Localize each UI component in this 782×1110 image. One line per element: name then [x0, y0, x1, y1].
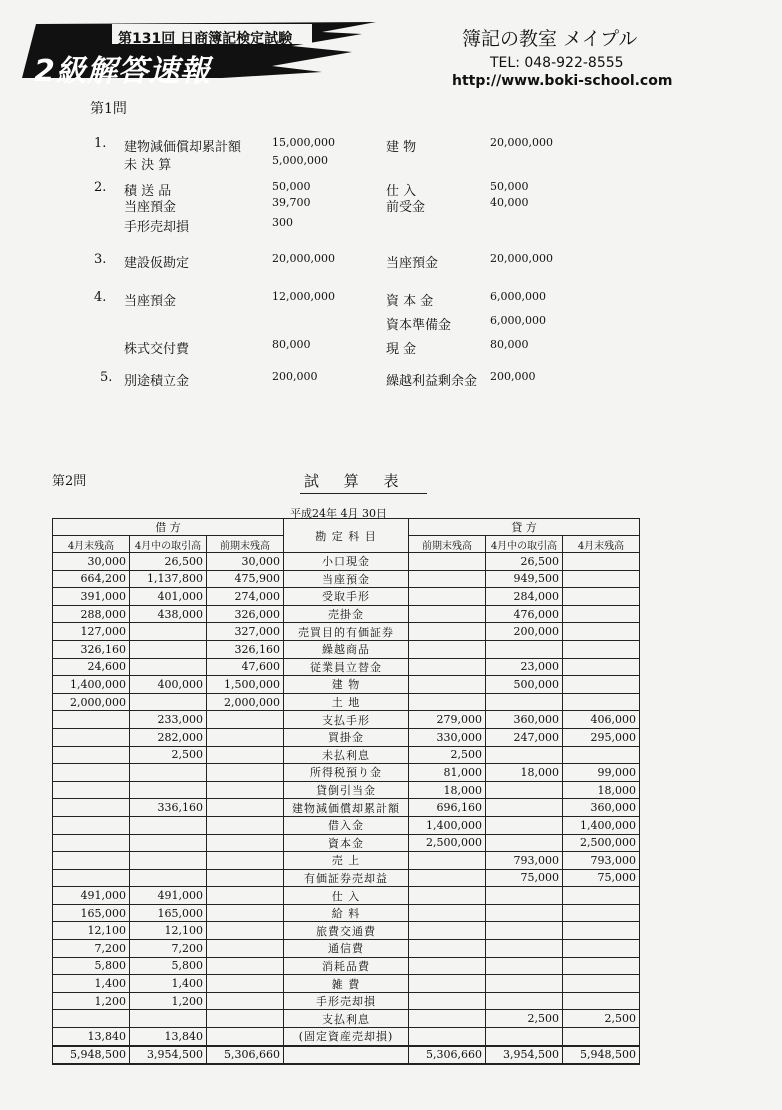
credit-month-cell — [486, 887, 563, 905]
account-header: 勘 定 科 目 — [284, 519, 409, 553]
debit-end-cell: 13,840 — [53, 1028, 130, 1046]
credit-begin-cell — [409, 852, 486, 870]
credit-begin-cell: 81,000 — [409, 764, 486, 782]
credit-end-cell — [563, 640, 640, 658]
debit-end-cell: 30,000 — [53, 553, 130, 571]
col-credit-end: 4月末残高 — [563, 536, 640, 553]
debit-month-cell: 13,840 — [130, 1028, 207, 1046]
debit-begin-cell — [207, 940, 284, 958]
debit-end-cell: 5,948,500 — [53, 1046, 130, 1065]
exam-line: 第131回 日商簿記検定試験 — [118, 31, 293, 47]
trial-balance-table — [52, 518, 640, 1065]
q1-debit-account: 建設仮勘定 — [124, 256, 190, 271]
credit-month-cell: 3,954,500 — [486, 1046, 563, 1065]
account-cell: 建物減価償却累計額 — [284, 799, 409, 817]
q1-credit-account: 繰越利益剰余金 — [386, 374, 478, 389]
q1-debit-amount: 39,700 — [272, 196, 311, 209]
credit-end-cell: 2,500,000 — [563, 834, 640, 852]
debit-end-cell: 2,000,000 — [53, 693, 130, 711]
debit-end-cell — [53, 816, 130, 834]
debit-begin-cell — [207, 1028, 284, 1046]
debit-end-cell: 127,000 — [53, 623, 130, 641]
debit-month-cell: 282,000 — [130, 728, 207, 746]
account-cell: 有価証券売却益 — [284, 869, 409, 887]
q1-debit-account: 建物減価償却累計額 — [124, 140, 242, 155]
q1-credit-amount: 20,000,000 — [490, 252, 553, 265]
banner-title: 2級解答速報 — [34, 54, 211, 89]
credit-month-cell — [486, 799, 563, 817]
debit-end-cell — [53, 781, 130, 799]
credit-month-cell — [486, 834, 563, 852]
q1-credit-account: 資本準備金 — [386, 318, 452, 333]
table-row — [53, 940, 640, 958]
credit-month-cell: 247,000 — [486, 728, 563, 746]
q1-debit-account: 未 決 算 — [124, 158, 172, 173]
credit-end-cell: 2,500 — [563, 1010, 640, 1028]
account-cell: 所得税預り金 — [284, 764, 409, 782]
q1-entry-number: 2. — [94, 180, 107, 195]
credit-begin-cell: 279,000 — [409, 711, 486, 729]
credit-month-cell: 23,000 — [486, 658, 563, 676]
debit-month-cell: 12,100 — [130, 922, 207, 940]
col-credit-begin: 前期末残高 — [409, 536, 486, 553]
debit-end-cell — [53, 728, 130, 746]
debit-month-cell: 1,400 — [130, 975, 207, 993]
credit-end-cell — [563, 887, 640, 905]
credit-end-cell — [563, 992, 640, 1010]
debit-begin-cell: 1,500,000 — [207, 676, 284, 694]
account-cell: 未払利息 — [284, 746, 409, 764]
school-info — [452, 24, 692, 89]
debit-begin-cell — [207, 904, 284, 922]
credit-end-cell: 295,000 — [563, 728, 640, 746]
table-row — [53, 693, 640, 711]
credit-begin-cell — [409, 992, 486, 1010]
q1-credit-account: 現 金 — [386, 342, 417, 357]
credit-begin-cell — [409, 640, 486, 658]
table-row — [53, 904, 640, 922]
q1-debit-amount: 5,000,000 — [272, 154, 328, 167]
credit-month-cell — [486, 940, 563, 958]
q1-debit-amount: 15,000,000 — [272, 136, 335, 149]
table-row — [53, 658, 640, 676]
debit-end-cell: 1,400,000 — [53, 676, 130, 694]
debit-begin-cell — [207, 746, 284, 764]
debit-end-cell — [53, 746, 130, 764]
q1-credit-amount: 6,000,000 — [490, 290, 546, 303]
q1-debit-account: 手形売却損 — [124, 220, 190, 235]
debit-month-cell: 400,000 — [130, 676, 207, 694]
debit-end-cell: 664,200 — [53, 570, 130, 588]
account-cell: 支払利息 — [284, 1010, 409, 1028]
debit-month-cell: 3,954,500 — [130, 1046, 207, 1065]
debit-month-cell — [130, 1010, 207, 1028]
credit-end-cell — [563, 588, 640, 606]
q1-debit-account: 当座預金 — [124, 294, 177, 309]
table-row — [53, 834, 640, 852]
debit-begin-cell — [207, 764, 284, 782]
credit-begin-cell — [409, 887, 486, 905]
credit-end-cell — [563, 975, 640, 993]
table-row — [53, 957, 640, 975]
q1-debit-account: 別途積立金 — [124, 374, 190, 389]
table-row — [53, 799, 640, 817]
table-row — [53, 623, 640, 641]
credit-end-cell — [563, 676, 640, 694]
credit-month-cell — [486, 922, 563, 940]
table-row — [53, 764, 640, 782]
table-row — [53, 1010, 640, 1028]
debit-end-cell: 165,000 — [53, 904, 130, 922]
debit-end-cell — [53, 711, 130, 729]
credit-month-cell: 500,000 — [486, 676, 563, 694]
credit-begin-cell — [409, 623, 486, 641]
q1-credit-account: 建 物 — [386, 140, 417, 155]
credit-month-cell: 26,500 — [486, 553, 563, 571]
credit-begin-cell — [409, 676, 486, 694]
debit-month-cell: 336,160 — [130, 799, 207, 817]
table-row — [53, 676, 640, 694]
credit-begin-cell — [409, 904, 486, 922]
account-cell — [284, 1046, 409, 1065]
q1-credit-account: 仕 入 — [386, 184, 417, 199]
table-row — [53, 711, 640, 729]
table-row — [53, 570, 640, 588]
debit-end-cell — [53, 1010, 130, 1028]
debit-begin-cell — [207, 728, 284, 746]
credit-end-cell: 18,000 — [563, 781, 640, 799]
debit-begin-cell — [207, 957, 284, 975]
credit-end-cell: 1,400,000 — [563, 816, 640, 834]
debit-month-cell: 401,000 — [130, 588, 207, 606]
table-row — [53, 781, 640, 799]
debit-begin-cell: 2,000,000 — [207, 693, 284, 711]
credit-month-cell: 476,000 — [486, 605, 563, 623]
credit-month-cell — [486, 816, 563, 834]
table-row — [53, 553, 640, 571]
credit-month-cell: 18,000 — [486, 764, 563, 782]
table-row — [53, 1028, 640, 1046]
account-cell: 売掛金 — [284, 605, 409, 623]
debit-end-cell: 1,200 — [53, 992, 130, 1010]
credit-end-cell — [563, 922, 640, 940]
debit-month-cell: 5,800 — [130, 957, 207, 975]
debit-month-cell — [130, 640, 207, 658]
credit-month-cell: 2,500 — [486, 1010, 563, 1028]
debit-month-cell: 491,000 — [130, 887, 207, 905]
debit-begin-cell — [207, 711, 284, 729]
debit-month-cell — [130, 781, 207, 799]
table-row — [53, 816, 640, 834]
table-row — [53, 728, 640, 746]
col-debit-end: 4月末残高 — [53, 536, 130, 553]
account-cell: 売 上 — [284, 852, 409, 870]
debit-month-cell — [130, 834, 207, 852]
credit-begin-cell — [409, 570, 486, 588]
table-row — [53, 588, 640, 606]
table-row — [53, 869, 640, 887]
account-cell: 雑 費 — [284, 975, 409, 993]
account-cell: 借入金 — [284, 816, 409, 834]
account-cell: 当座預金 — [284, 570, 409, 588]
credit-month-cell — [486, 975, 563, 993]
table-row — [53, 746, 640, 764]
q1-debit-amount: 20,000,000 — [272, 252, 335, 265]
credit-end-cell: 360,000 — [563, 799, 640, 817]
credit-begin-cell — [409, 658, 486, 676]
credit-begin-cell: 330,000 — [409, 728, 486, 746]
debit-month-cell — [130, 816, 207, 834]
account-cell: 買掛金 — [284, 728, 409, 746]
debit-month-cell: 438,000 — [130, 605, 207, 623]
q1-title: 第1問 — [90, 101, 127, 117]
credit-month-cell: 360,000 — [486, 711, 563, 729]
credit-begin-cell — [409, 588, 486, 606]
credit-begin-cell: 2,500,000 — [409, 834, 486, 852]
credit-month-cell: 75,000 — [486, 869, 563, 887]
debit-end-cell: 5,800 — [53, 957, 130, 975]
q1-debit-amount: 50,000 — [272, 180, 311, 193]
credit-end-cell — [563, 623, 640, 641]
table-row — [53, 922, 640, 940]
totals-row — [53, 1046, 640, 1065]
account-cell: (固定資産売却損) — [284, 1028, 409, 1046]
credit-begin-cell: 5,306,660 — [409, 1046, 486, 1065]
q1-credit-amount: 6,000,000 — [490, 314, 546, 327]
credit-end-cell — [563, 553, 640, 571]
account-cell: 受取手形 — [284, 588, 409, 606]
debit-end-cell: 326,160 — [53, 640, 130, 658]
debit-month-cell: 1,200 — [130, 992, 207, 1010]
q2-title: 第2問 — [52, 474, 87, 489]
debit-month-cell: 233,000 — [130, 711, 207, 729]
account-cell: 売買目的有価証券 — [284, 623, 409, 641]
q1-entry-number: 4. — [94, 290, 107, 305]
q1-credit-amount: 200,000 — [490, 370, 536, 383]
header-row-sides — [53, 519, 640, 536]
debit-begin-cell — [207, 869, 284, 887]
exam-banner — [22, 22, 378, 89]
credit-begin-cell: 1,400,000 — [409, 816, 486, 834]
account-cell: 給 料 — [284, 904, 409, 922]
table-row — [53, 640, 640, 658]
credit-begin-cell — [409, 693, 486, 711]
debit-month-cell: 26,500 — [130, 553, 207, 571]
account-cell: 従業員立替金 — [284, 658, 409, 676]
credit-month-cell — [486, 904, 563, 922]
credit-begin-cell: 696,160 — [409, 799, 486, 817]
account-cell: 支払手形 — [284, 711, 409, 729]
credit-end-cell — [563, 570, 640, 588]
debit-begin-cell: 30,000 — [207, 553, 284, 571]
account-cell: 繰越商品 — [284, 640, 409, 658]
credit-month-cell — [486, 1028, 563, 1046]
debit-begin-cell — [207, 992, 284, 1010]
credit-end-cell — [563, 957, 640, 975]
debit-begin-cell — [207, 1010, 284, 1028]
table-row — [53, 975, 640, 993]
credit-begin-cell — [409, 975, 486, 993]
q1-credit-amount: 40,000 — [490, 196, 529, 209]
credit-month-cell: 793,000 — [486, 852, 563, 870]
q1-debit-account: 当座預金 — [124, 200, 177, 215]
school-name: 簿記の教室 メイプル — [462, 28, 638, 50]
debit-begin-cell — [207, 781, 284, 799]
debit-end-cell: 288,000 — [53, 605, 130, 623]
q1-entry-number: 5. — [100, 370, 113, 385]
table-row — [53, 887, 640, 905]
credit-begin-cell — [409, 869, 486, 887]
credit-end-cell: 75,000 — [563, 869, 640, 887]
debit-end-cell: 391,000 — [53, 588, 130, 606]
debit-month-cell: 1,137,800 — [130, 570, 207, 588]
table-row — [53, 992, 640, 1010]
q1-debit-account: 積 送 品 — [124, 184, 172, 199]
credit-month-cell — [486, 640, 563, 658]
debit-begin-cell: 326,000 — [207, 605, 284, 623]
trial-balance-title: 試 算 表 — [300, 470, 427, 494]
q1-entry-number: 1. — [94, 136, 107, 151]
account-cell: 通信費 — [284, 940, 409, 958]
debit-begin-cell — [207, 887, 284, 905]
debit-month-cell — [130, 852, 207, 870]
credit-begin-cell — [409, 553, 486, 571]
trial-balance-date: 平成24年 4月 30日 — [290, 507, 387, 520]
credit-month-cell — [486, 746, 563, 764]
q1-credit-amount: 20,000,000 — [490, 136, 553, 149]
table-row — [53, 852, 640, 870]
col-credit-month: 4月中の取引高 — [486, 536, 563, 553]
debit-month-cell — [130, 693, 207, 711]
credit-month-cell: 949,500 — [486, 570, 563, 588]
debit-end-cell — [53, 852, 130, 870]
debit-begin-cell: 5,306,660 — [207, 1046, 284, 1065]
account-cell: 土 地 — [284, 693, 409, 711]
q1-credit-amount: 50,000 — [490, 180, 529, 193]
q1-credit-amount: 80,000 — [490, 338, 529, 351]
table-row — [53, 605, 640, 623]
credit-end-cell: 5,948,500 — [563, 1046, 640, 1065]
credit-month-cell — [486, 957, 563, 975]
debit-month-cell — [130, 623, 207, 641]
debit-end-cell: 12,100 — [53, 922, 130, 940]
credit-begin-cell — [409, 957, 486, 975]
credit-end-cell — [563, 693, 640, 711]
q1-debit-amount: 80,000 — [272, 338, 311, 351]
debit-month-cell — [130, 869, 207, 887]
credit-begin-cell: 2,500 — [409, 746, 486, 764]
debit-begin-cell: 326,160 — [207, 640, 284, 658]
credit-begin-cell — [409, 1028, 486, 1046]
account-cell: 貸倒引当金 — [284, 781, 409, 799]
school-url[interactable]: http://www.boki-school.com — [452, 73, 673, 89]
account-cell: 資本金 — [284, 834, 409, 852]
credit-month-cell — [486, 992, 563, 1010]
q1-credit-account: 前受金 — [386, 200, 426, 215]
q1-debit-amount: 200,000 — [272, 370, 318, 383]
q1-credit-account: 資 本 金 — [386, 294, 434, 309]
debit-month-cell — [130, 658, 207, 676]
credit-begin-cell — [409, 922, 486, 940]
debit-begin-cell — [207, 834, 284, 852]
q1-debit-account: 株式交付費 — [124, 342, 190, 357]
credit-begin-cell — [409, 1010, 486, 1028]
credit-end-cell — [563, 746, 640, 764]
credit-end-cell — [563, 658, 640, 676]
debit-begin-cell — [207, 816, 284, 834]
debit-begin-cell — [207, 922, 284, 940]
debit-begin-cell: 327,000 — [207, 623, 284, 641]
credit-end-cell — [563, 940, 640, 958]
debit-end-cell: 24,600 — [53, 658, 130, 676]
account-cell: 建 物 — [284, 676, 409, 694]
account-cell: 旅費交通費 — [284, 922, 409, 940]
q1-entry-number: 3. — [94, 252, 107, 267]
credit-month-cell — [486, 781, 563, 799]
credit-begin-cell — [409, 940, 486, 958]
debit-end-cell: 1,400 — [53, 975, 130, 993]
credit-begin-cell — [409, 605, 486, 623]
credit-end-cell — [563, 605, 640, 623]
debit-begin-cell — [207, 975, 284, 993]
debit-month-cell — [130, 764, 207, 782]
debit-begin-cell: 475,900 — [207, 570, 284, 588]
debit-header: 借 方 — [53, 519, 284, 536]
debit-end-cell: 7,200 — [53, 940, 130, 958]
q1-debit-amount: 300 — [272, 216, 293, 229]
debit-month-cell: 7,200 — [130, 940, 207, 958]
debit-month-cell: 2,500 — [130, 746, 207, 764]
credit-month-cell: 200,000 — [486, 623, 563, 641]
debit-begin-cell: 274,000 — [207, 588, 284, 606]
q1-debit-amount: 12,000,000 — [272, 290, 335, 303]
debit-begin-cell — [207, 852, 284, 870]
debit-end-cell — [53, 799, 130, 817]
credit-end-cell: 793,000 — [563, 852, 640, 870]
school-tel: TEL: 048-922-8555 — [490, 55, 624, 71]
debit-end-cell — [53, 869, 130, 887]
credit-header: 貸 方 — [409, 519, 640, 536]
account-cell: 消耗品費 — [284, 957, 409, 975]
debit-month-cell: 165,000 — [130, 904, 207, 922]
credit-end-cell: 406,000 — [563, 711, 640, 729]
q1-credit-account: 当座預金 — [386, 256, 439, 271]
col-debit-month: 4月中の取引高 — [130, 536, 207, 553]
col-debit-begin: 前期末残高 — [207, 536, 284, 553]
debit-end-cell: 491,000 — [53, 887, 130, 905]
credit-begin-cell: 18,000 — [409, 781, 486, 799]
debit-begin-cell: 47,600 — [207, 658, 284, 676]
credit-end-cell — [563, 904, 640, 922]
credit-month-cell — [486, 693, 563, 711]
account-cell: 仕 入 — [284, 887, 409, 905]
debit-end-cell — [53, 764, 130, 782]
credit-month-cell: 284,000 — [486, 588, 563, 606]
credit-end-cell: 99,000 — [563, 764, 640, 782]
credit-end-cell — [563, 1028, 640, 1046]
debit-begin-cell — [207, 799, 284, 817]
account-cell: 手形売却損 — [284, 992, 409, 1010]
account-cell: 小口現金 — [284, 553, 409, 571]
debit-end-cell — [53, 834, 130, 852]
